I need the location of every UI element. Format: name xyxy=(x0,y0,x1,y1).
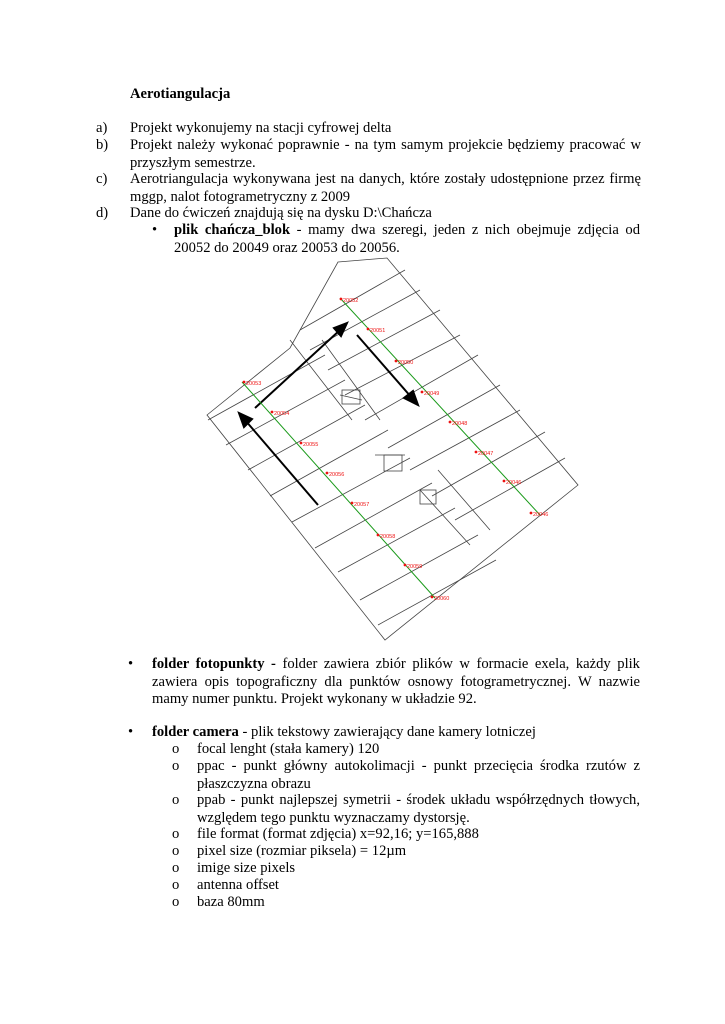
camera-item: o antenna offset xyxy=(172,877,279,893)
strip1-photo-point xyxy=(530,512,533,515)
list-marker: b) xyxy=(96,137,109,153)
list-text: Aerotriangulacja wykonywana jest na danych, które zostały udostępnione przez firmę mggp, nalot fotogrametryczny z 2009 xyxy=(130,171,641,205)
strip2-photo-point xyxy=(243,381,246,384)
strip1-photo-label: 20050 xyxy=(398,360,414,366)
list-marker: a) xyxy=(96,120,108,136)
bullet-label: folder camera xyxy=(152,724,239,740)
strip1-photo-label: 20046 xyxy=(506,480,522,486)
bullet-text: folder zawiera zbiór plików w formacie exela, każdy plik zawiera opis topograficzny dla punktów osnowy fotogrametrycznej. W nazwie mamy numer punktu. Projekt wykonany w układzie 92. xyxy=(152,656,640,707)
strip2-photo-point xyxy=(300,442,303,445)
strip2-photo-label: 20055 xyxy=(303,442,319,448)
strip1-photo-point xyxy=(475,451,478,454)
strip1-photo-label: 20048 xyxy=(452,421,468,427)
strip1-photo-point xyxy=(395,360,398,363)
camera-item: o file format (format zdjęcia) x=92,16; y=165,888 xyxy=(172,826,479,842)
circle-bullet-icon: o xyxy=(172,758,180,774)
list-marker: c) xyxy=(96,171,108,187)
strip1-photo-point xyxy=(421,391,424,394)
strip1-photo-label: 20046 xyxy=(533,512,549,518)
list-text: Projekt należy wykonać poprawnie - na tym samym projekcie będziemy pracować w przyszłym semestrze. xyxy=(130,137,641,171)
bullet-blok xyxy=(152,222,640,257)
camera-item: o ppac - punkt główny autokolimacji - punkt przecięcia środka rzutów z płaszczyzna obrazu xyxy=(172,758,640,792)
strip1-photo-point xyxy=(367,328,370,331)
camera-item: o pixel size (rozmiar piksela) = 12µm xyxy=(172,843,407,859)
bullet-label: plik chańcza_blok xyxy=(174,222,291,238)
strip2-photo-point xyxy=(351,502,354,505)
strip1-photo-point xyxy=(340,298,343,301)
list-text: Dane do ćwiczeń znajdują się na dysku D:\Chańcza xyxy=(130,205,432,221)
circle-bullet-icon: o xyxy=(172,877,180,893)
camera-item: o focal lenght (stała kamery) 120 xyxy=(172,741,380,757)
list-item-a xyxy=(96,120,641,138)
strip-lines xyxy=(242,298,540,598)
strip1-photo-label: 20052 xyxy=(343,298,359,304)
strip2-photo-point xyxy=(326,472,329,475)
strip1-photo-label: 20049 xyxy=(424,391,440,397)
list-item-d xyxy=(96,205,641,223)
list-marker: d) xyxy=(96,205,109,221)
circle-bullet-icon: o xyxy=(172,826,180,842)
document-title: Aerotiangulacja xyxy=(130,86,231,102)
strip2-photo-label: 20059 xyxy=(407,564,423,570)
strip2-photo-label: 20054 xyxy=(274,411,290,417)
strip2-photo-point xyxy=(404,564,407,567)
strip1-photo-label: 20051 xyxy=(370,328,386,334)
circle-bullet-icon: o xyxy=(172,792,180,808)
strip2-photo-point xyxy=(377,534,380,537)
bullet-label: folder fotopunkty - xyxy=(152,656,276,672)
camera-item: o imige size pixels xyxy=(172,860,296,876)
list-item-b xyxy=(96,137,641,172)
bullet-icon: • xyxy=(152,222,158,238)
strip2-photo-label: 20053 xyxy=(246,381,262,387)
strip1-photo-label: 20047 xyxy=(478,451,494,457)
bullet-icon: • xyxy=(128,724,134,740)
list-item-c xyxy=(96,171,641,206)
strip2-photo-point xyxy=(431,596,434,599)
photo-frames xyxy=(207,258,578,640)
bullet-text: - mamy dwa szeregi, jeden z nich obejmuje zdjęcia od 20052 do 20049 oraz 20053 do 20056. xyxy=(174,222,640,256)
camera-item: o baza 80mm xyxy=(172,894,265,910)
list-text: Projekt wykonujemy na stacji cyfrowej delta xyxy=(130,120,392,136)
circle-bullet-icon: o xyxy=(172,860,180,876)
strip2-photo-label: 20057 xyxy=(354,502,370,508)
bullet-fotopunkty xyxy=(128,656,640,709)
strip2-photo-point xyxy=(271,411,274,414)
bullet-icon: • xyxy=(128,656,134,672)
strip2-photo-label: 20056 xyxy=(329,472,345,478)
camera-item: o ppab - punkt najlepszej symetrii - środek układu współrzędnych tłowych, względem tego punktu wyznaczamy dystorsję. xyxy=(172,792,640,826)
strip1-photo-point xyxy=(449,421,452,424)
circle-bullet-icon: o xyxy=(172,843,180,859)
block-diagram xyxy=(200,255,590,650)
bullet-text: - plik tekstowy zawierający dane kamery lotniczej xyxy=(238,724,536,740)
circle-bullet-icon: o xyxy=(172,741,180,757)
circle-bullet-icon: o xyxy=(172,894,180,910)
strip2-labels xyxy=(243,381,450,602)
strip2-photo-label: 20058 xyxy=(380,534,396,540)
strip2-photo-label: 20060 xyxy=(434,596,450,602)
bullet-camera xyxy=(128,724,640,742)
strip1-photo-point xyxy=(503,480,506,483)
